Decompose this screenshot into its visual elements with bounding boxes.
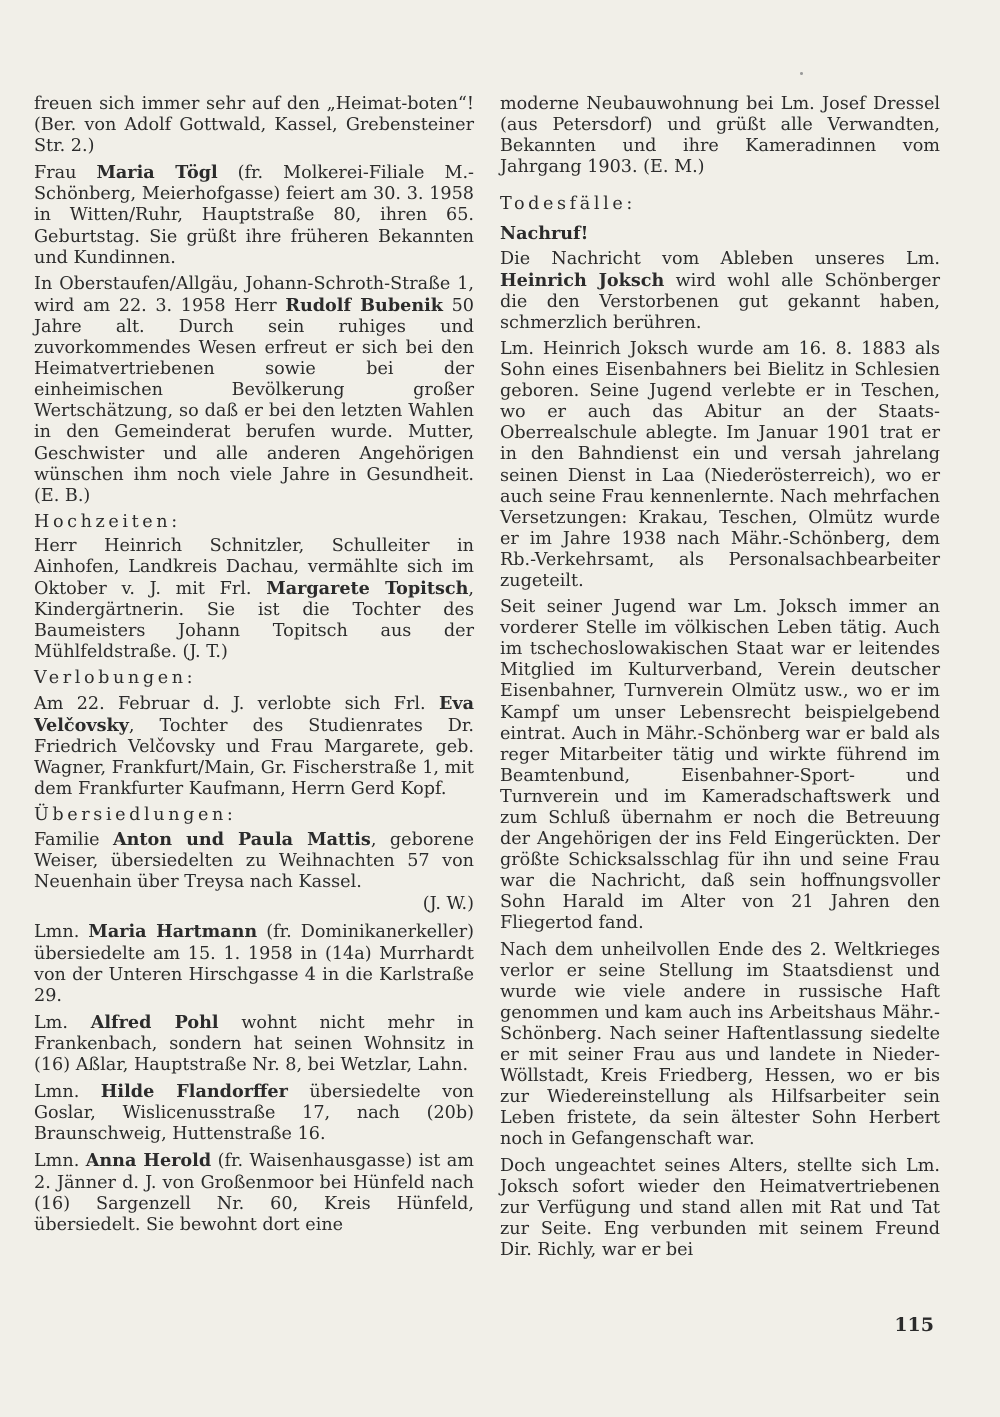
signature-initials: (J. W.) bbox=[422, 894, 474, 915]
paragraph: Frau Maria Tögl (fr. Molkerei-Filiale M.-Schönberg, Meierhofgasse) feiert am 30. 3. 1958 in Witten/Ruhr, Hauptstraße 80, ihren 65. Geburtstag. Sie grüßt ihre früheren Bekannten und Kundinnen. bbox=[34, 162, 474, 268]
paragraph: Seit seiner Jugend war Lm. Joksch immer an vorderer Stelle im völkischen Leben tätig. Auch im tschechoslowakischen Staat war er leitendes Mitglied im Kulturverband, Verein deutscher Eisenbahner, Turnverein Olmütz usw., wo er im Kampf um unser Lebensrecht beispielgebend eintrat. Auch in Mähr.-Schönberg war er bald als reger Mitarbeiter tätig und wirkte führend im Beamtenbund, Eisenbahner-Sport- und Turnverein und im Kameradschaftswerk und zum Schluß übernahm er noch die Betreuung der Angehörigen der ins Feld Eingerückten. Der größte Schicksalsschlag für ihn und seine Frau war die Nachricht, daß sein hoffnungsvoller Sohn Harald im Alter von 21 Jahren den Fliegertod fand. bbox=[500, 597, 940, 934]
paragraph: In Oberstaufen/Allgäu, Johann-Schroth-Straße 1, wird am 22. 3. 1958 Herr Rudolf Bubenik 50 Jahre alt. Durch sein ruhiges und zuvorkommendes Wesen erfreut er sich bei den Heimatvertriebenen sowie bei der einheimischen Bevölkerung großer Wertschätzung, so daß er bei den letzten Wahlen in den Gemeinderat berufen wurde. Mutter, Geschwister und alle anderen Angehörigen wünschen ihm noch viele Jahre in Gesundheit. (E. B.) bbox=[34, 273, 474, 506]
paragraph: Lm. Alfred Pohl wohnt nicht mehr in Frankenbach, sondern hat seinen Wohnsitz in (16) Aßlar, Hauptstraße Nr. 8, bei Wetzlar, Lahn. bbox=[34, 1011, 474, 1076]
section-heading-todesfaelle: Todesfälle: bbox=[500, 194, 636, 215]
speck bbox=[800, 72, 803, 75]
person-name: Hilde Flandorffer bbox=[100, 1081, 288, 1103]
paragraph: Die Nachricht vom Ableben unseres Lm. Heinrich Joksch wird wohl alle Schönberger die den Verstorbenen gut gekannt haben, schmerzlich berühren. bbox=[500, 248, 940, 333]
heading-nachruf: Nachruf! bbox=[500, 223, 589, 245]
left-column bbox=[34, 94, 474, 1241]
person-name: Heinrich Joksch bbox=[500, 269, 665, 291]
paragraph: Herr Heinrich Schnitzler, Schulleiter in Ainhofen, Landkreis Dachau, vermählte sich im Oktober v. J. mit Frl. Margarete Topitsch, Kindergärtnerin. Sie ist die Tochter des Baumeisters Johann Topitsch aus der Mühlfeldstraße. (J. T.) bbox=[34, 535, 474, 663]
paragraph: Familie Anton und Paula Mattis, geborene Weiser, übersiedelten zu Weihnachten 57 von Neuenhain über Treysa nach Kassel. bbox=[34, 829, 474, 893]
section-heading-hochzeiten: Hochzeiten: bbox=[34, 511, 181, 532]
person-name: Margarete Topitsch bbox=[266, 578, 469, 600]
paragraph: Am 22. Februar d. J. verlobte sich Frl. Eva Velčovsky, Tochter des Studienrates Dr. Friedrich Velčovsky und Frau Margarete, geb. Wagner, Frankfurt/Main, Gr. Fischerstraße 1, mit dem Frankfurter Kaufmann, Herrn Gerd Kopf. bbox=[34, 692, 474, 799]
person-name: Maria Tögl bbox=[96, 162, 218, 184]
paragraph: Lmn. Anna Herold (fr. Waisenhausgasse) ist am 2. Jänner d. J. von Großenmoor bei Hünfeld nach (16) Sargenzell Nr. 60, Kreis Hünfeld, übersiedelt. Sie bewohnt dort eine bbox=[34, 1150, 474, 1235]
right-column bbox=[500, 94, 940, 1266]
person-name: Alfred Pohl bbox=[90, 1011, 219, 1033]
section-heading-uebersiedlungen: Übersiedlungen: bbox=[34, 805, 237, 825]
person-name: Maria Hartmann bbox=[88, 921, 258, 943]
page-number: 115 bbox=[894, 1314, 934, 1336]
person-name: Eva Velčovsky bbox=[34, 692, 474, 736]
paragraph: Lmn. Maria Hartmann (fr. Dominikanerkeller) übersiedelte am 15. 1. 1958 in (14a) Murrhardt von der Unteren Hirschgasse 4 in die Karlstraße 29. bbox=[34, 921, 474, 1006]
person-name: Anna Herold bbox=[85, 1150, 212, 1172]
paragraph: Nach dem unheilvollen Ende des 2. Weltkrieges verlor er seine Stellung im Staatsdienst und wurde wie viele andere in russische Haft genommen und kam auch ins Arbeitshaus Mähr.-Schönberg. Nach seiner Haftentlassung siedelte er mit seiner Frau aus und landete in Nieder-Wöllstadt, Kreis Friedberg, Hessen, wo er bis zur Wiedereinstellung als Hilfsarbeiter sein Leben fristete, da sein ältester Sohn Herbert noch in Gefangenschaft war. bbox=[500, 939, 940, 1150]
paragraph: Doch ungeachtet seines Alters, stellte sich Lm. Joksch sofort wieder den Heimatvertriebenen zur Verfügung und stand allen mit Rat und Tat zur Seite. Eng verbunden mit seinem Freund Dir. Richly, war er bei bbox=[500, 1155, 940, 1260]
paragraph: moderne Neubauwohnung bei Lm. Josef Dressel (aus Petersdorf) und grüßt alle Verwandten, Bekannten und ihre Kameradinnen vom Jahrgang 1903. (E. M.) bbox=[500, 94, 940, 178]
person-name: Rudolf Bubenik bbox=[285, 294, 443, 316]
section-heading-verlobungen: Verlobungen: bbox=[34, 668, 197, 689]
person-name: Anton und Paula Mattis bbox=[112, 829, 371, 851]
paragraph: Lmn. Hilde Flandorffer übersiedelte von Goslar, Wislicenusstraße 17, nach (20b) Braunschweig, Huttenstraße 16. bbox=[34, 1081, 474, 1145]
paragraph: freuen sich immer sehr auf den „Heimat-boten“! (Ber. von Adolf Gottwald, Kassel, Grebensteiner Str. 2.) bbox=[34, 94, 474, 157]
paragraph: Lm. Heinrich Joksch wurde am 16. 8. 1883 als Sohn eines Eisenbahners bei Bielitz in Schlesien geboren. Seine Jugend verlebte er in Teschen, wo er auch das Abitur an der Staats-Oberrealschule ablegte. Im Januar 1901 trat er in den Bahndienst ein und versah jahrelang seinen Dienst in Laa (Niederösterreich), wo er auch seine Frau kennenlernte. Nach mehrfachen Versetzungen: Krakau, Teschen, Olmütz wurde er im Jahre 1938 nach Mähr.-Schönberg, dem Rb.-Verkehrsamt, als Personalsachbearbeiter zugeteilt. bbox=[500, 338, 940, 591]
